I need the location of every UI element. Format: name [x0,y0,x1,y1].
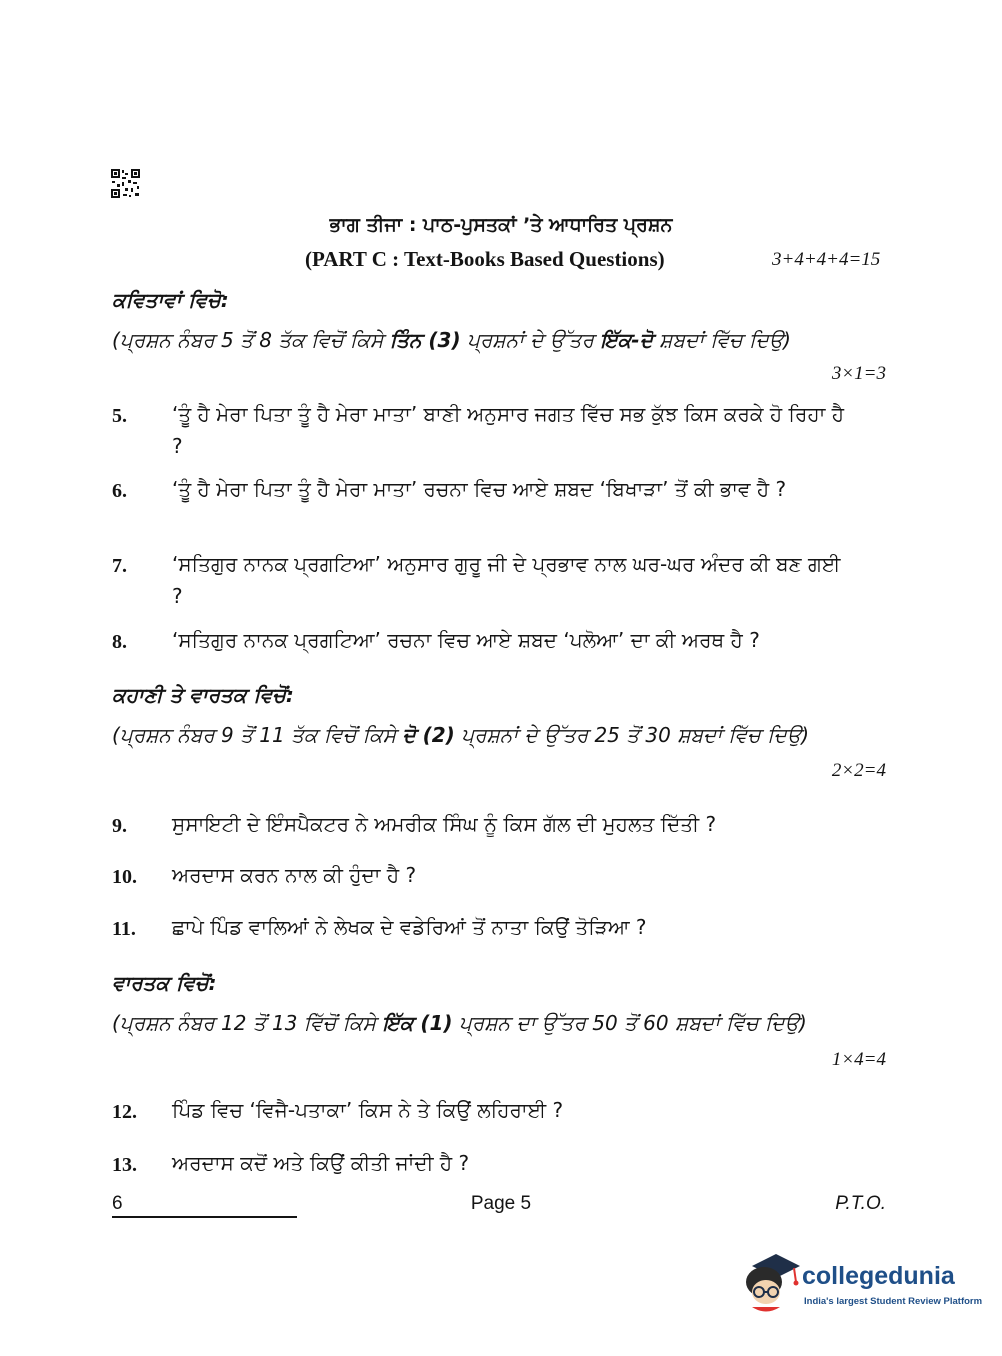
question-text: ਅਰਦਾਸ ਕਦੋਂ ਅਤੇ ਕਿਉਂ ਕੀਤੀ ਜਾਂਦੀ ਹੈ ? [172,1151,470,1175]
collegedunia-logo-text: collegedunia [802,1262,955,1290]
question-text: ‘ਤੂੰ ਹੈ ਮੇਰਾ ਪਿਤਾ ਤੂੰ ਹੈ ਮੇਰਾ ਮਾਤਾ’ ਰਚਨਾ ਵਿਚ ਆਏ ਸ਼ਬਦ ‘ਬਿਖਾੜਾ’ ਤੋਂ ਕੀ ਭਾਵ ਹੈ ? [172,477,787,501]
section-instruction: (ਪ੍ਰਸ਼ਨ ਨੰਬਰ 5 ਤੋਂ 8 ਤੱਕ ਵਿਚੋਂ ਕਿਸੇ ਤਿੰਨ (3) ਪ੍ਰਸ਼ਨਾਂ ਦੇ ਉੱਤਰ ਇੱਕ-ਦੋ ਸ਼ਬਦਾਂ ਵਿੱਚ ਦਿਉ) [112,328,791,352]
question-text: ਅਰਦਾਸ ਕਰਨ ਨਾਲ ਕੀ ਹੁੰਦਾ ਹੈ ? [172,863,417,887]
question-text: ‘ਤੂੰ ਹੈ ਮੇਰਾ ਪਿਤਾ ਤੂੰ ਹੈ ਮੇਰਾ ਮਾਤਾ’ ਬਾਣੀ ਅਨੁਸਾਰ ਜਗਤ ਵਿੱਚ ਸਭ ਕੁੱਝ ਕਿਸ ਕਰਕੇ ਹੋ ਰਿਹਾ ਹੈ ? [172,402,845,458]
collegedunia-tagline: India's largest Student Review Platform [804,1296,983,1307]
qr-code-icon [110,168,141,199]
question-number: 8. [112,631,127,653]
part-title-punjabi: ਭਾਗ ਤੀਜਾ : ਪਾਠ-ਪੁਸਤਕਾਂ ’ਤੇ ਆਧਾਰਿਤ ਪ੍ਰਸ਼ਨ [329,214,673,236]
question-number: 13. [112,1154,137,1176]
part-title-english: (PART C : Text-Books Based Questions) [305,247,665,271]
total-marks: 3+4+4+4=15 [772,249,881,270]
footer-divider [112,1216,297,1218]
section-heading-poems: ਕਵਿਤਾਵਾਂ ਵਿਚੋ: [112,288,229,312]
question-number: 7. [112,555,127,577]
question-number: 12. [112,1101,137,1123]
please-turn-over: P.T.O. [835,1193,886,1214]
section-instruction: (ਪ੍ਰਸ਼ਨ ਨੰਬਰ 12 ਤੋਂ 13 ਵਿੱਚੋਂ ਕਿਸੇ ਇੱਕ (1) ਪ੍ਰਸ਼ਨ ਦਾ ਉੱਤਰ 50 ਤੋਂ 60 ਸ਼ਬਦਾਂ ਵਿੱਚ ਦਿਉ) [112,1011,807,1035]
question-number: 11. [112,918,136,940]
question-text: ਸੁਸਾਇਟੀ ਦੇ ਇੰਸਪੈਕਟਰ ਨੇ ਅਮਰੀਕ ਸਿੰਘ ਨੂੰ ਕਿਸ ਗੱਲ ਦੀ ਮੁਹਲਤ ਦਿੱਤੀ ? [172,812,717,836]
question-number: 9. [112,815,127,837]
section-marks: 1×4=4 [831,1049,886,1070]
question-number: 10. [112,866,137,888]
section-marks: 3×1=3 [831,363,886,384]
question-number: 5. [112,405,127,427]
question-number: 6. [112,480,127,502]
collegedunia-mascot-icon [742,1252,800,1314]
question-text: ‘ਸਤਿਗੁਰ ਨਾਨਕ ਪ੍ਰਗਟਿਆ’ ਅਨੁਸਾਰ ਗੁਰੂ ਜੀ ਦੇ ਪ੍ਰਭਾਵ ਨਾਲ ਘਰ-ਘਰ ਅੰਦਰ ਕੀ ਬਣ ਗਈ ? [172,552,841,608]
question-text: ਪਿੰਡ ਵਿਚ ‘ਵਿਜੈ-ਪਤਾਕਾ’ ਕਿਸ ਨੇ ਤੇ ਕਿਉਂ ਲਹਿਰਾਈ ? [172,1098,564,1122]
page-number: Page 5 [470,1193,532,1214]
section-instruction: (ਪ੍ਰਸ਼ਨ ਨੰਬਰ 9 ਤੋਂ 11 ਤੱਕ ਵਿਚੋਂ ਕਿਸੇ ਦੋ (2) ਪ੍ਰਸ਼ਨਾਂ ਦੇ ਉੱਤਰ 25 ਤੋਂ 30 ਸ਼ਬਦਾਂ ਵਿੱਚ ਦਿਉ) [112,723,810,747]
section-heading-story-prose: ਕਹਾਣੀ ਤੇ ਵਾਰਤਕ ਵਿਚੋਂ: [112,683,294,707]
section-heading-prose: ਵਾਰਤਕ ਵਿਚੋਂ: [112,971,217,995]
question-text: ਛਾਪੇ ਪਿੰਡ ਵਾਲਿਆਂ ਨੇ ਲੇਖਕ ਦੇ ਵਡੇਰਿਆਂ ਤੋਂ ਨਾਤਾ ਕਿਉਂ ਤੋੜਿਆ ? [172,915,647,939]
section-marks: 2×2=4 [831,760,886,781]
paper-code: 6 [112,1193,123,1214]
question-text: ‘ਸਤਿਗੁਰ ਨਾਨਕ ਪ੍ਰਗਟਿਆ’ ਰਚਨਾ ਵਿਚ ਆਏ ਸ਼ਬਦ ‘ਪਲੋਆ’ ਦਾ ਕੀ ਅਰਥ ਹੈ ? [172,628,760,652]
